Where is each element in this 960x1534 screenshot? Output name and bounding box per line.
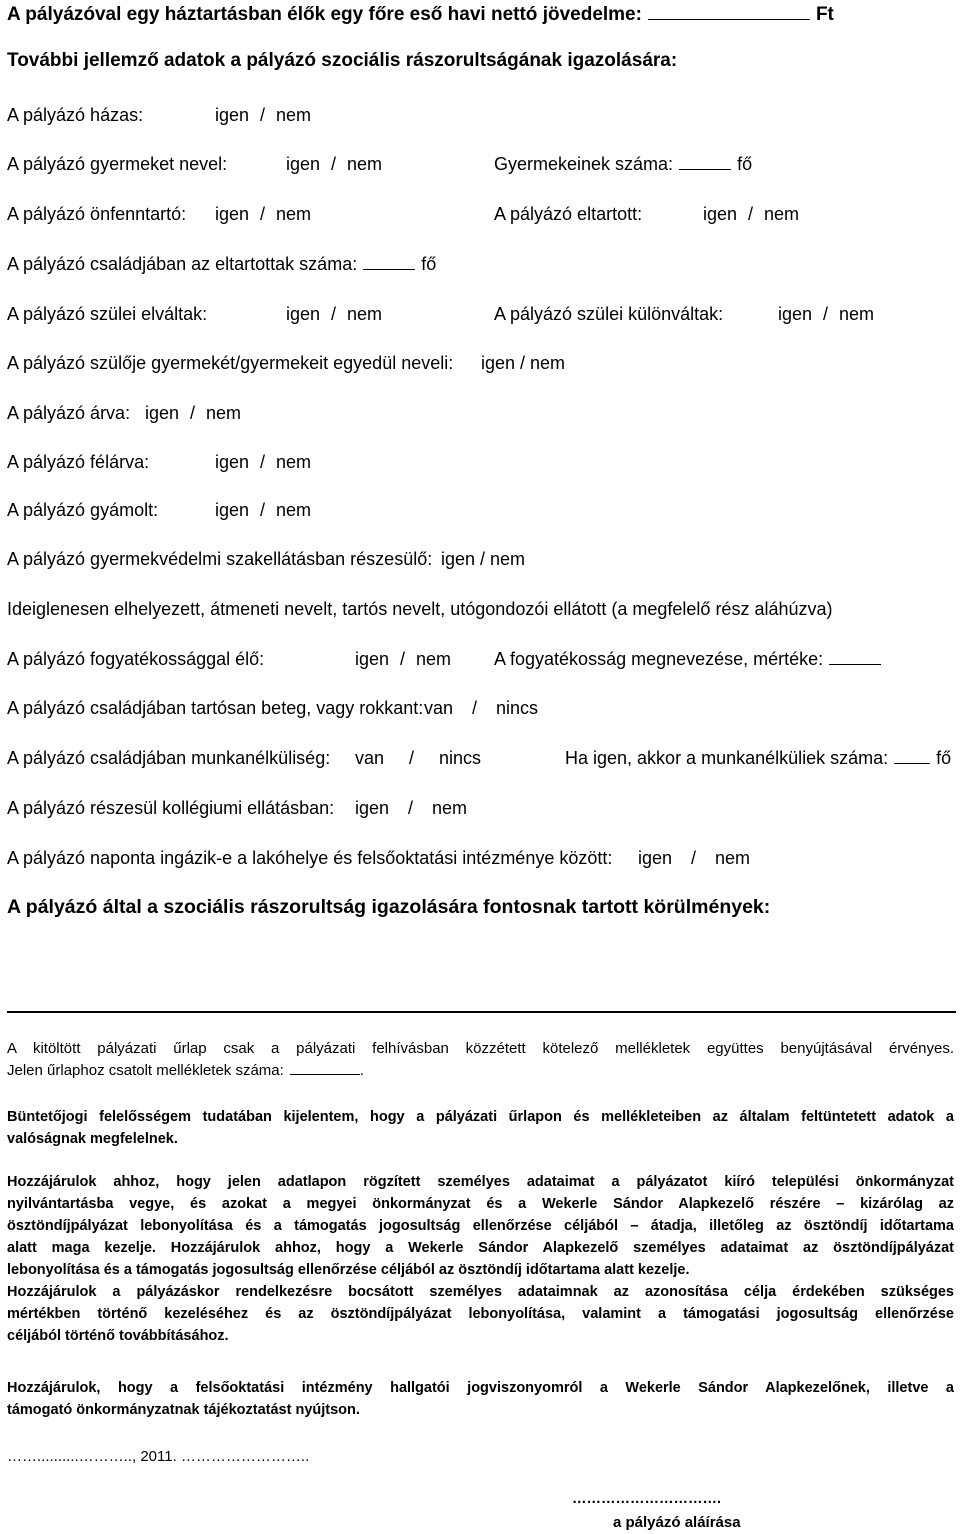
dependents-unit: fő bbox=[421, 254, 437, 274]
chronic-illness-label: A pályázó családjában tartósan beteg, vagy rokkant: bbox=[7, 698, 424, 718]
dependents-blank[interactable] bbox=[363, 253, 415, 270]
signature-label: a pályázó aláírása bbox=[613, 1514, 741, 1531]
date-line[interactable]: ……..........……….., 2011. …………………….. bbox=[7, 1448, 310, 1465]
parents-separated-label: A pályázó szülei különváltak: bbox=[494, 304, 724, 324]
half-orphan-choice[interactable]: igen / nem bbox=[215, 452, 312, 472]
single-parent-choice[interactable]: igen / nem bbox=[481, 353, 566, 373]
parents-divorced-label: A pályázó szülei elváltak: bbox=[7, 304, 208, 324]
raises-child-label: A pályázó gyermeket nevel: bbox=[7, 154, 228, 174]
children-count-blank[interactable] bbox=[679, 153, 731, 170]
raises-child-choice[interactable]: igen / nem bbox=[286, 154, 383, 174]
criminal-line: Büntetőjogi felelősségem tudatában kijelentem, hogy a pályázati űrlapon és mellékleteiben az általam feltüntetett adatok a bbox=[7, 1109, 954, 1125]
income-unit: Ft bbox=[815, 4, 834, 25]
disability-desc-row bbox=[494, 648, 887, 670]
university-line: Hozzájárulok, hogy a felsőoktatási intézmény hallgatói jogviszonyomról a Wekerle Sándor Alapkezelőnek, illetve a bbox=[7, 1380, 954, 1396]
income-label: A pályázóval egy háztartásban élők egy főre eső havi nettó jövedelme: bbox=[7, 4, 642, 25]
child-protection-label: A pályázó gyermekvédelmi szakellátásban részesülő: bbox=[7, 549, 433, 569]
dependents-row bbox=[7, 253, 436, 275]
unemployed-count-label: Ha igen, akkor a munkanélküliek száma: bbox=[565, 748, 889, 768]
unemployed-count-row bbox=[565, 747, 951, 769]
ward-label: A pályázó gyámolt: bbox=[7, 500, 159, 520]
unemployed-count-blank[interactable] bbox=[894, 747, 930, 764]
children-count-label: Gyermekeinek száma: bbox=[494, 154, 674, 174]
consent-line: mértékben történő kezeléséhez és az ösztöndíjpályázat lebonyolítása, valamint a támogatási jogosultság ellenőrzése bbox=[7, 1306, 954, 1322]
disability-desc-blank[interactable] bbox=[829, 648, 881, 665]
dependents-label: A pályázó családjában az eltartottak száma: bbox=[7, 254, 358, 274]
commute-label: A pályázó naponta ingázik-e a lakóhelye és felsőoktatási intézménye között: bbox=[7, 848, 613, 868]
unemployment-label: A pályázó családjában munkanélküliség: bbox=[7, 748, 331, 768]
ward-choice[interactable]: igen / nem bbox=[215, 500, 312, 520]
consent-line: nyilvántartásba vegye, és azokat a megyei önkormányzat és a Wekerle Sándor Alapkezelő részére – kizárólag az bbox=[7, 1196, 954, 1212]
single-parent-label: A pályázó szülője gyermekét/gyermekeit egyedül neveli: bbox=[7, 353, 454, 373]
chronic-illness-choice[interactable]: van / nincs bbox=[424, 698, 539, 718]
consent-line: lebonyolítása és a támogatás jogosultság ellenőrzése céljából az ösztöndíj időtartama alatt kezelje. bbox=[7, 1262, 690, 1278]
orphan-choice[interactable]: igen / nem bbox=[145, 403, 242, 423]
university-declaration bbox=[7, 1377, 954, 1421]
income-blank[interactable] bbox=[648, 3, 810, 20]
married-label: A pályázó házas: bbox=[7, 105, 144, 125]
attachments-count-label: Jelen űrlaphoz csatolt mellékletek száma: bbox=[7, 1062, 284, 1079]
orphan-label: A pályázó árva: bbox=[7, 403, 131, 423]
disability-desc-label: A fogyatékosság megnevezése, mértéke: bbox=[494, 649, 824, 669]
child-protection-choice[interactable]: igen / nem bbox=[441, 549, 526, 569]
attachments-line2 bbox=[7, 1060, 954, 1082]
consent-line: Hozzájárulok a pályázáskor rendelkezésre bocsátott személyes adataimnak az azonosítása célja érdekében szükséges bbox=[7, 1284, 954, 1300]
consent-line: céljából történő továbbításához. bbox=[7, 1328, 229, 1344]
self-supporting-choice[interactable]: igen / nem bbox=[215, 204, 312, 224]
attachments-end: . bbox=[359, 1062, 364, 1079]
children-count-unit: fő bbox=[737, 154, 753, 174]
consent-declaration bbox=[7, 1171, 954, 1347]
parents-separated-choice[interactable]: igen / nem bbox=[778, 304, 875, 324]
attachments-count-blank[interactable] bbox=[290, 1060, 360, 1075]
consent-line: alatt maga kezelje. Hozzájárulok ahhoz, hogy a Wekerle Sándor Alapkezelő személyes adataimat az ösztöndíjpályázat bbox=[7, 1240, 954, 1256]
signature-dots[interactable]: …………………………. bbox=[572, 1491, 722, 1507]
unemployed-count-unit: fő bbox=[936, 748, 952, 768]
consent-line: ösztöndíjpályázat lebonyolítása és a támogatás jogosultság ellenőrzése céljából – átadja, illetőleg az ösztöndíj időtartama bbox=[7, 1218, 954, 1234]
criminal-declaration bbox=[7, 1106, 954, 1150]
disability-choice[interactable]: igen / nem bbox=[355, 649, 452, 669]
divider-line bbox=[7, 1011, 956, 1013]
dependent-choice[interactable]: igen / nem bbox=[703, 204, 800, 224]
dependent-label: A pályázó eltartott: bbox=[494, 204, 643, 224]
disability-label: A pályázó fogyatékossággal élő: bbox=[7, 649, 265, 669]
dormitory-label: A pályázó részesül kollégiumi ellátásban: bbox=[7, 798, 335, 818]
dormitory-choice[interactable]: igen / nem bbox=[355, 798, 468, 818]
parents-divorced-choice[interactable]: igen / nem bbox=[286, 304, 383, 324]
social-heading: További jellemző adatok a pályázó szociális rászorultságának igazolására: bbox=[7, 50, 678, 71]
placement-note: Ideiglenesen elhelyezett, átmeneti nevelt, tartós nevelt, utógondozói ellátott (a megfelelő rész aláhúzva) bbox=[7, 599, 833, 619]
university-line: támogató önkormányzatnak tájékoztatást nyújtson. bbox=[7, 1402, 360, 1418]
self-supporting-label: A pályázó önfenntartó: bbox=[7, 204, 187, 224]
unemployment-choice[interactable]: van / nincs bbox=[355, 748, 482, 768]
married-choice[interactable]: igen / nem bbox=[215, 105, 312, 125]
attachments-paragraph bbox=[7, 1038, 954, 1082]
children-count-row bbox=[494, 153, 752, 175]
income-row bbox=[7, 3, 834, 26]
circumstances-heading: A pályázó által a szociális rászorultság igazolására fontosnak tartott körülmények: bbox=[7, 896, 771, 918]
consent-line: Hozzájárulok ahhoz, hogy jelen adatlapon rögzített személyes adataimat a pályázatot kiíró települési önkormányzat bbox=[7, 1174, 954, 1190]
criminal-line: valóságnak megfelelnek. bbox=[7, 1131, 178, 1147]
attachments-line1: A kitöltött pályázati űrlap csak a pályázati felhívásban közzétett kötelező mellékletek együttes benyújtásával érvényes. bbox=[7, 1040, 954, 1057]
half-orphan-label: A pályázó félárva: bbox=[7, 452, 150, 472]
commute-choice[interactable]: igen / nem bbox=[638, 848, 751, 868]
